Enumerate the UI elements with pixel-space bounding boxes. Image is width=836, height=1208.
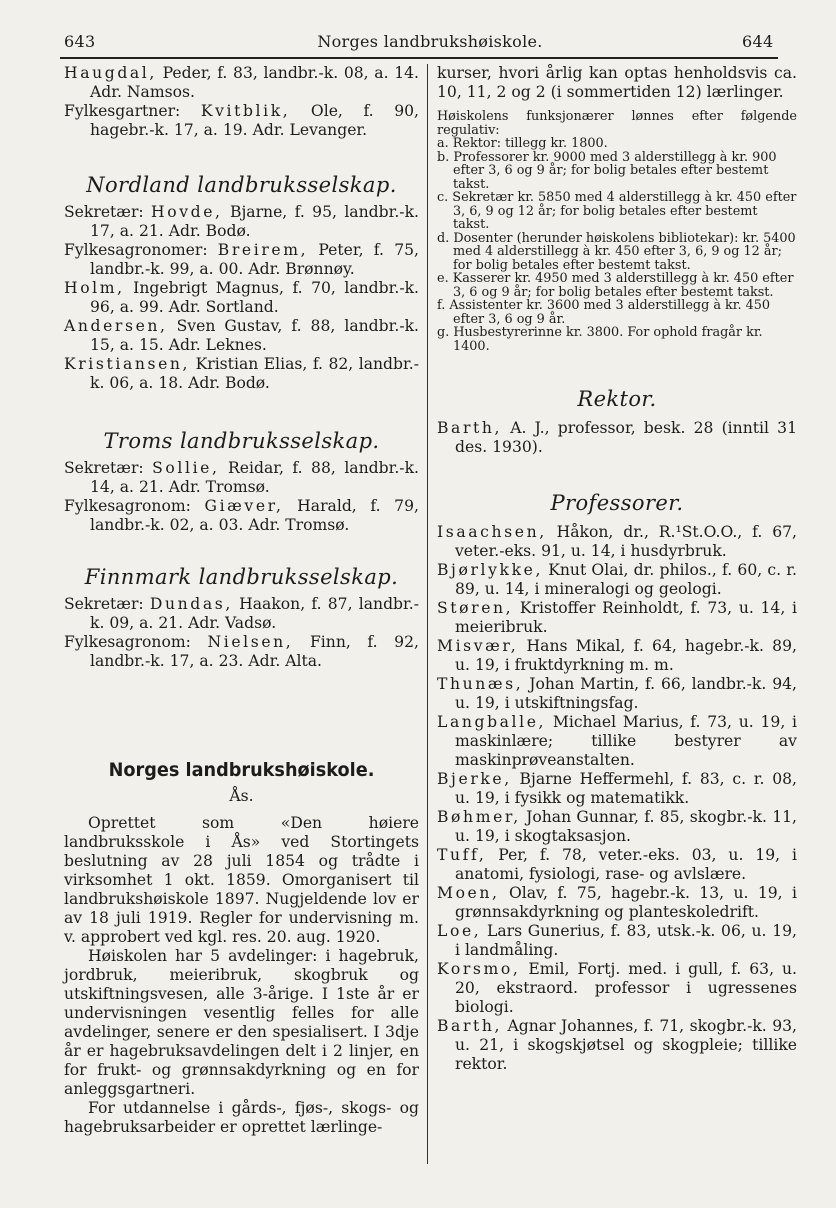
entry [437,419,797,457]
entry-name: Hovde, [151,203,223,221]
entry-name: Barth, [437,419,503,437]
professor-list [437,523,797,1074]
entry [437,922,797,960]
entry [437,808,797,846]
entry-text: Olav, f. 75, hagebr.-k. 13, u. 19, i grønnsakdyrkning og planteskoledrift. [455,884,797,921]
entry-text: Per, f. 78, veter.-eks. 03, u. 19, i anatomi, fysiologi, rase- og avlslære. [455,846,797,883]
section-title-rektor: Rektor. [577,387,657,411]
salary-item: f. Assistenter kr. 3600 med 3 alderstillegg à kr. 450 efter 3, 6 og 9 år. [437,298,771,327]
section-title-finnmark: Finnmark landbruksselskap. [84,565,399,589]
entry-text: Reidar, f. 88, landbr.-k. 14, a. 21. Adr. Tromsø. [90,459,419,496]
entry-name: Sollie, [152,459,220,477]
paragraph: Høiskolen har 5 avdelinger: i hagebruk, jordbruk, meieribruk, skogbruk og utskiftningsvesen, alle 3-årige. I 1ste år er undervisningen vesentlig felles for alle avdelinger, senere er den spesialisert. I 3dje år er hagebruksavdelingen delt i 2 linjer, en for frukt- og grønnsakdyrkning og en for anleggsgartneri. [64,947,419,1098]
entry [437,1017,797,1074]
entry [64,633,419,671]
page-number-left: 643 [64,32,96,51]
entry-text: Håkon, dr., R.¹St.O.O., f. 67, veter.-eks. 91, u. 14, i husdyrbruk. [455,523,797,560]
salary-item: a. Rektor: tillegg kr. 1800. [437,136,608,151]
header-rule [60,57,778,59]
column-divider [427,64,428,1164]
paragraph: For utdannelse i gårds-, fjøs-, skogs- og hagebruksarbeider er oprettet lærlinge- [64,1099,419,1136]
entry [437,713,797,770]
entry-name: Andersen, [64,317,168,335]
entry-label: Fylkesgartner: [64,102,201,120]
entry-text: Johan Martin, f. 66, landbr.-k. 94, u. 19, i utskiftningsfag. [455,675,797,712]
entry-text: Peder, f. 83, landbr.-k. 08, a. 14. Adr. Namsos. [90,64,419,101]
entry [64,317,419,355]
salary-item: d. Dosenter (herunder høiskolens bibliotekar): kr. 5400 med 4 alderstillegg à kr. 450 efter 3, 6, 9 og 12 år; for bolig betales efter bestemt takst. [437,230,796,273]
nordland-entries [64,203,419,393]
entry [64,497,419,535]
left-column [64,64,419,1137]
entry-name: Isaachsen, [437,523,547,541]
salary-item: g. Husbestyrerinne kr. 3800. For ophold fragår kr. 1400. [437,325,763,354]
right-column [437,64,797,1074]
entry-text: Sven Gustav, f. 88, landbr.-k. 15, a. 15. Adr. Leknes. [90,317,419,354]
entry-text: Kristian Elias, f. 82, landbr.-k. 06, a. 18. Adr. Bodø. [90,355,419,392]
entry-text: Hans Mikal, f. 64, hagebr.-k. 89, u. 19, i fruktdyrkning m. m. [455,637,797,674]
entry-name: Breirem, [217,241,309,259]
entry [437,637,797,675]
entry-label: Fylkesagronomer: [64,241,218,259]
entry-label: Fylkesagronom: [64,497,205,515]
entry [64,241,419,279]
entry-text: A. J., professor, besk. 28 (inntil 31 des. 1930). [455,419,797,456]
entry [64,595,419,633]
entry [437,884,797,922]
entry-text: Harald, f. 79, landbr.-k. 02, a. 03. Adr. Tromsø. [90,497,419,534]
entry-text: Emil, Fortj. med. i gull, f. 63, u. 20, ekstraord. professor i ugressenes biologi. [455,960,797,1016]
entry-name: Moen, [437,884,500,902]
entry-label: Fylkesagronom: [64,633,208,651]
entry-name: Støren, [437,599,514,617]
entry [437,599,797,637]
school-place: Ås. [229,787,254,805]
entry-text: Bjarne Heffermehl, f. 83, c. r. 08, u. 19, i fysikk og matematikk. [455,770,797,807]
salary-item: b. Professorer kr. 9000 med 3 alderstillegg à kr. 900 efter 3, 6 og 9 år; for bolig betales efter bestemt takst. [437,149,777,192]
school-text [64,814,419,1137]
entry-text: Ingebrigt Magnus, f. 70, landbr.-k. 96, a. 99. Adr. Sortland. [90,279,419,316]
entry-name: Bjerke, [437,770,512,788]
paragraph: Oprettet som «Den høiere landbruksskole i Ås» ved Stortingets beslutning av 28 juli 1854 og trådte i virksomhet 1 okt. 1859. Omorganisert til landbrukshøiskole 1897. Nugjeldende lov er av 18 juli 1919. Regler for undervisning m. v. approbert ved kgl. res. 20. aug. 1920. [64,814,419,946]
entry-name: Giæver, [204,497,284,515]
entry-text: Johan Gunnar, f. 85, skogbr.-k. 11, u. 19, i skogtaksasjon. [455,808,797,845]
entry [64,203,419,241]
entry-text: Ole, f. 90, hagebr.-k. 17, a. 19. Adr. Levanger. [90,102,419,139]
entry [64,102,419,140]
entry [64,279,419,317]
entry-name: Bøhmer, [437,808,521,826]
entry [64,355,419,393]
entry [437,960,797,1017]
entry-label: Sekretær: [64,203,152,221]
entry-name: Thunæs, [437,675,524,693]
salary-list [437,137,797,353]
finnmark-entries [64,595,419,671]
entry-label: Sekretær: [64,595,150,613]
troms-entries [64,459,419,535]
section-title-nordland: Nordland landbruksselskap. [86,173,397,197]
entry-name: Barth, [437,1017,503,1035]
entry-text: Knut Olai, dr. philos., f. 60, c. r. 89, u. 14, i mineralogi og geologi. [455,561,797,598]
entry-name: Tuff, [437,846,487,864]
entry-text: Haakon, f. 87, landbr.-k. 09, a. 21. Adr. Vadsø. [90,595,419,632]
entry-name: Langballe, [437,713,547,731]
entry [437,561,797,599]
entry-name: Haugdal, [64,64,157,82]
entry-text: Kristoffer Reinholdt, f. 73, u. 14, i meieribruk. [455,599,797,636]
entry-name: Kristiansen, [64,355,191,373]
entry-name: Holm, [64,279,125,297]
entry-name: Misvær, [437,637,519,655]
courses-text: kurser, hvori årlig kan optas henholdsvis ca. 10, 11, 2 og 2 (i sommertiden 12) lærlinger. [437,64,797,101]
running-head: Norges landbrukshøiskole. [317,32,543,51]
entry-name: Bjørlykke, [437,561,544,579]
entry-text: Peter, f. 75, landbr.-k. 99, a. 00. Adr. Brønnøy. [90,241,419,278]
section-title-troms: Troms landbruksselskap. [103,429,380,453]
salary-intro: Høiskolens funksjonærer lønnes efter følgende regulativ: [437,109,797,138]
school-heading: Norges landbrukshøiskole. [108,759,375,781]
entry-label: Sekretær: [64,459,153,477]
entry-text: Agnar Johannes, f. 71, skogbr.-k. 93, u. 21, i skogskjøtsel og skogpleie; tillike rektor. [455,1017,797,1073]
entry [64,64,419,102]
entry-text: Michael Marius, f. 73, u. 19, i maskinlære; tillike bestyrer av maskinprøveanstalten. [455,713,797,769]
entry [437,675,797,713]
page-number-right: 644 [742,32,774,51]
entry-text: Lars Gunerius, f. 83, utsk.-k. 06, u. 19, i landmåling. [455,922,797,959]
entry [437,846,797,884]
entry-text: Finn, f. 92, landbr.-k. 17, a. 23. Adr. Alta. [90,633,419,670]
top-entries [64,64,419,140]
entry-name: Loe, [437,922,482,940]
entry-name: Dundas, [149,595,233,613]
entry-name: Korsmo, [437,960,521,978]
entry-text: Bjarne, f. 95, landbr.-k. 17, a. 21. Adr. Bodø. [90,203,419,240]
entry [437,523,797,561]
entry [64,459,419,497]
section-title-professorer: Professorer. [550,491,684,515]
salary-item: e. Kasserer kr. 4950 med 3 alderstillegg à kr. 450 efter 3, 6 og 9 år; for bolig betales efter bestemt takst. [437,271,794,300]
entry [437,770,797,808]
salary-item: c. Sekretær kr. 5850 med 4 alderstillegg à kr. 450 efter 3, 6, 9 og 12 år; for bolig betales efter bestemt takst. [437,190,797,232]
entry-name: Kvitblik, [200,102,291,120]
entry-name: Nielsen, [207,633,294,651]
